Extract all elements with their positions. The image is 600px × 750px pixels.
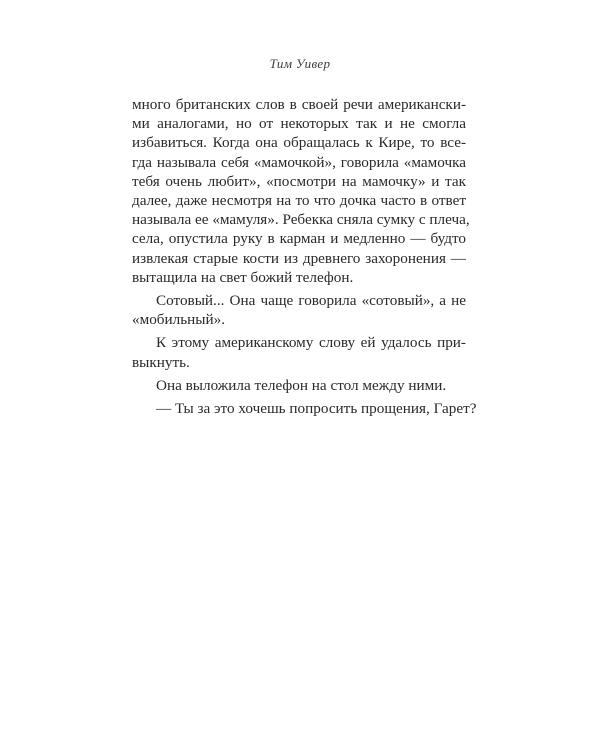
text-line: извлекая старые кости из древнего захоронения — [132, 249, 466, 267]
body-text [132, 95, 477, 422]
text-line: села, опустила руку в карман и медленно — будто [132, 230, 466, 248]
text-line: — Ты за это хочешь попросить прощения, Гарет? [156, 400, 477, 418]
text-line: много британских слов в своей речи американски- [132, 96, 466, 113]
text-line: выкнуть. [132, 353, 190, 371]
paragraph-5 [132, 399, 477, 418]
paragraph-2 [132, 291, 466, 329]
text-line: ми аналогами, но от некоторых так и не смогла [132, 115, 466, 133]
text-line: называла ее «мамуля». Ребекка сняла сумку с плеча, [132, 211, 470, 229]
text-line: далее, даже несмотря на то что дочка часто в ответ [132, 192, 466, 210]
paragraph-1 [132, 95, 470, 287]
text-line: гда называла себя «мамочкой», говорила «мамочка [132, 153, 466, 171]
text-line: вытащила на свет божий телефон. [132, 268, 354, 286]
paragraph-4 [132, 376, 466, 395]
paragraph-3 [132, 333, 466, 371]
running-header-author: Тим Уивер [269, 56, 331, 71]
text-line: тебя очень любит», «посмотри на мамочку» и так [132, 172, 466, 190]
text-line: избавиться. Когда она обращалась к Кире, то все- [132, 134, 466, 152]
text-line: К этому американскому слову ей удалось при- [156, 334, 466, 352]
text-line: Сотовый... Она чаще говорила «сотовый», а не [156, 292, 466, 310]
text-line: «мобильный». [132, 311, 226, 329]
text-line: Она выложила телефон на стол между ними. [156, 376, 447, 394]
